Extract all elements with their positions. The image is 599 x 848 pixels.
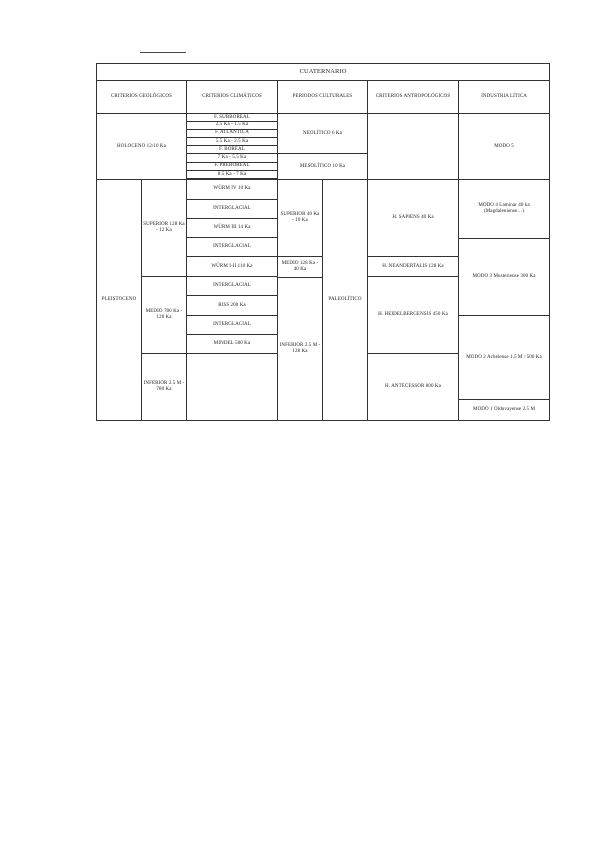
clima-mindel: MINDEL 580 Ka [187, 335, 278, 354]
cultural-superior-cell: SUPERIOR 40 Ka - 10 Ka [278, 180, 323, 257]
clima-preboreal-dates: 8.5 Ka - 7 Ka [187, 170, 278, 178]
clima-atlantica: F. ATLÁNTICA [187, 129, 278, 137]
neandertalis-cell: H. NEANDERTALIS 128 Ka [368, 257, 459, 277]
clima-wurm-i-ii: WÜRM I-II 110 Ka [187, 257, 278, 277]
table-title: CUATERNARIO [97, 64, 550, 81]
antecessor-cell: H. ANTECESSOR 800 Ka [368, 353, 459, 420]
modo1-cell: MODO 1 Olduvayense 2.5 M [459, 400, 550, 421]
top-rule [140, 52, 186, 53]
clima-interglacial-2: INTERGLACIAL [187, 237, 278, 257]
clima-riss: RISS 200 Ka [187, 296, 278, 316]
clima-interglacial-4: INTERGLACIAL [187, 315, 278, 335]
clima-boreal-dates: 7 Ka - 5.5 Ka [187, 154, 278, 162]
clima-interglacial-1: INTERGLACIAL [187, 199, 278, 219]
modo4-cell: MODO 4 Laminar 40 ka (Magdaleniense…) [459, 180, 550, 239]
clima-subboreal: F. SUBBOREAL [187, 114, 278, 121]
holoceno-antropo-empty [368, 114, 459, 180]
clima-wurm-iii: WÜRM III 14 Ka [187, 219, 278, 238]
inferior-cell: INFERIOR 2.5 M - 780 Ka [142, 353, 187, 420]
cultural-inferior-cell: INFERIOR 2.5 M - 128 Ka [278, 277, 323, 420]
clima-interglacial-3: INTERGLACIAL [187, 276, 278, 296]
clima-wurm-iv: WÜRM IV 10 Ka [187, 180, 278, 200]
mesolitico-cell: MESOLÍTICO 10 Ka [278, 154, 368, 180]
paleolitico-cell: PALEOLÍTICO [323, 180, 368, 421]
holoceno-cell: HOLOCENO 12/10 Ka [97, 114, 187, 180]
superior-cell: SUPERIOR 128 Ka - 12 Ka [142, 180, 187, 277]
neolitico-cell: NEOLÍTICO 6 Ka [278, 114, 368, 154]
modo5-cell: MODO 5 [459, 114, 550, 180]
header-industria: INDUSTRIA LÍTICA [459, 81, 550, 114]
modo2-cell: MODO 2 Achelense 1.5 M / 500 Ka [459, 315, 550, 399]
pleistoceno-cell: PLEISTOCENO [97, 180, 142, 421]
header-antropologicos: CRITERIOS ANTROPOLÓGICOS [368, 81, 459, 114]
header-culturales: PERIODOS CULTURALES [278, 81, 368, 114]
modo3-cell: MODO 3 Musteriense 300 Ka [459, 238, 550, 315]
clima-subboreal-dates: 2.5 Ka - 1.5 Ka [187, 121, 278, 129]
cultural-medio-cell: MEDIO 128 Ka - 40 Ka [278, 257, 323, 278]
clima-boreal: F. BOREAL [187, 146, 278, 154]
clima-preboreal: F. PREBOREAL [187, 162, 278, 170]
medio-cell: MEDIO 780 Ka - 128 Ka [142, 276, 187, 353]
clima-atlantica-dates: 5.5 Ka - 2.5 Ka [187, 138, 278, 146]
sapiens-cell: H. SAPIENS 40 Ka [368, 180, 459, 257]
clima-inferior-empty [187, 353, 278, 420]
header-climaticos: CRITERIOS CLIMÁTICOS [187, 81, 278, 114]
cuaternario-table [96, 63, 550, 421]
heidelbergensis-cell: H. HEIDELBERGENSIS 450 Ka [368, 276, 459, 353]
header-geologicos: CRITERIOS GEOLÓGICOS [97, 81, 187, 114]
